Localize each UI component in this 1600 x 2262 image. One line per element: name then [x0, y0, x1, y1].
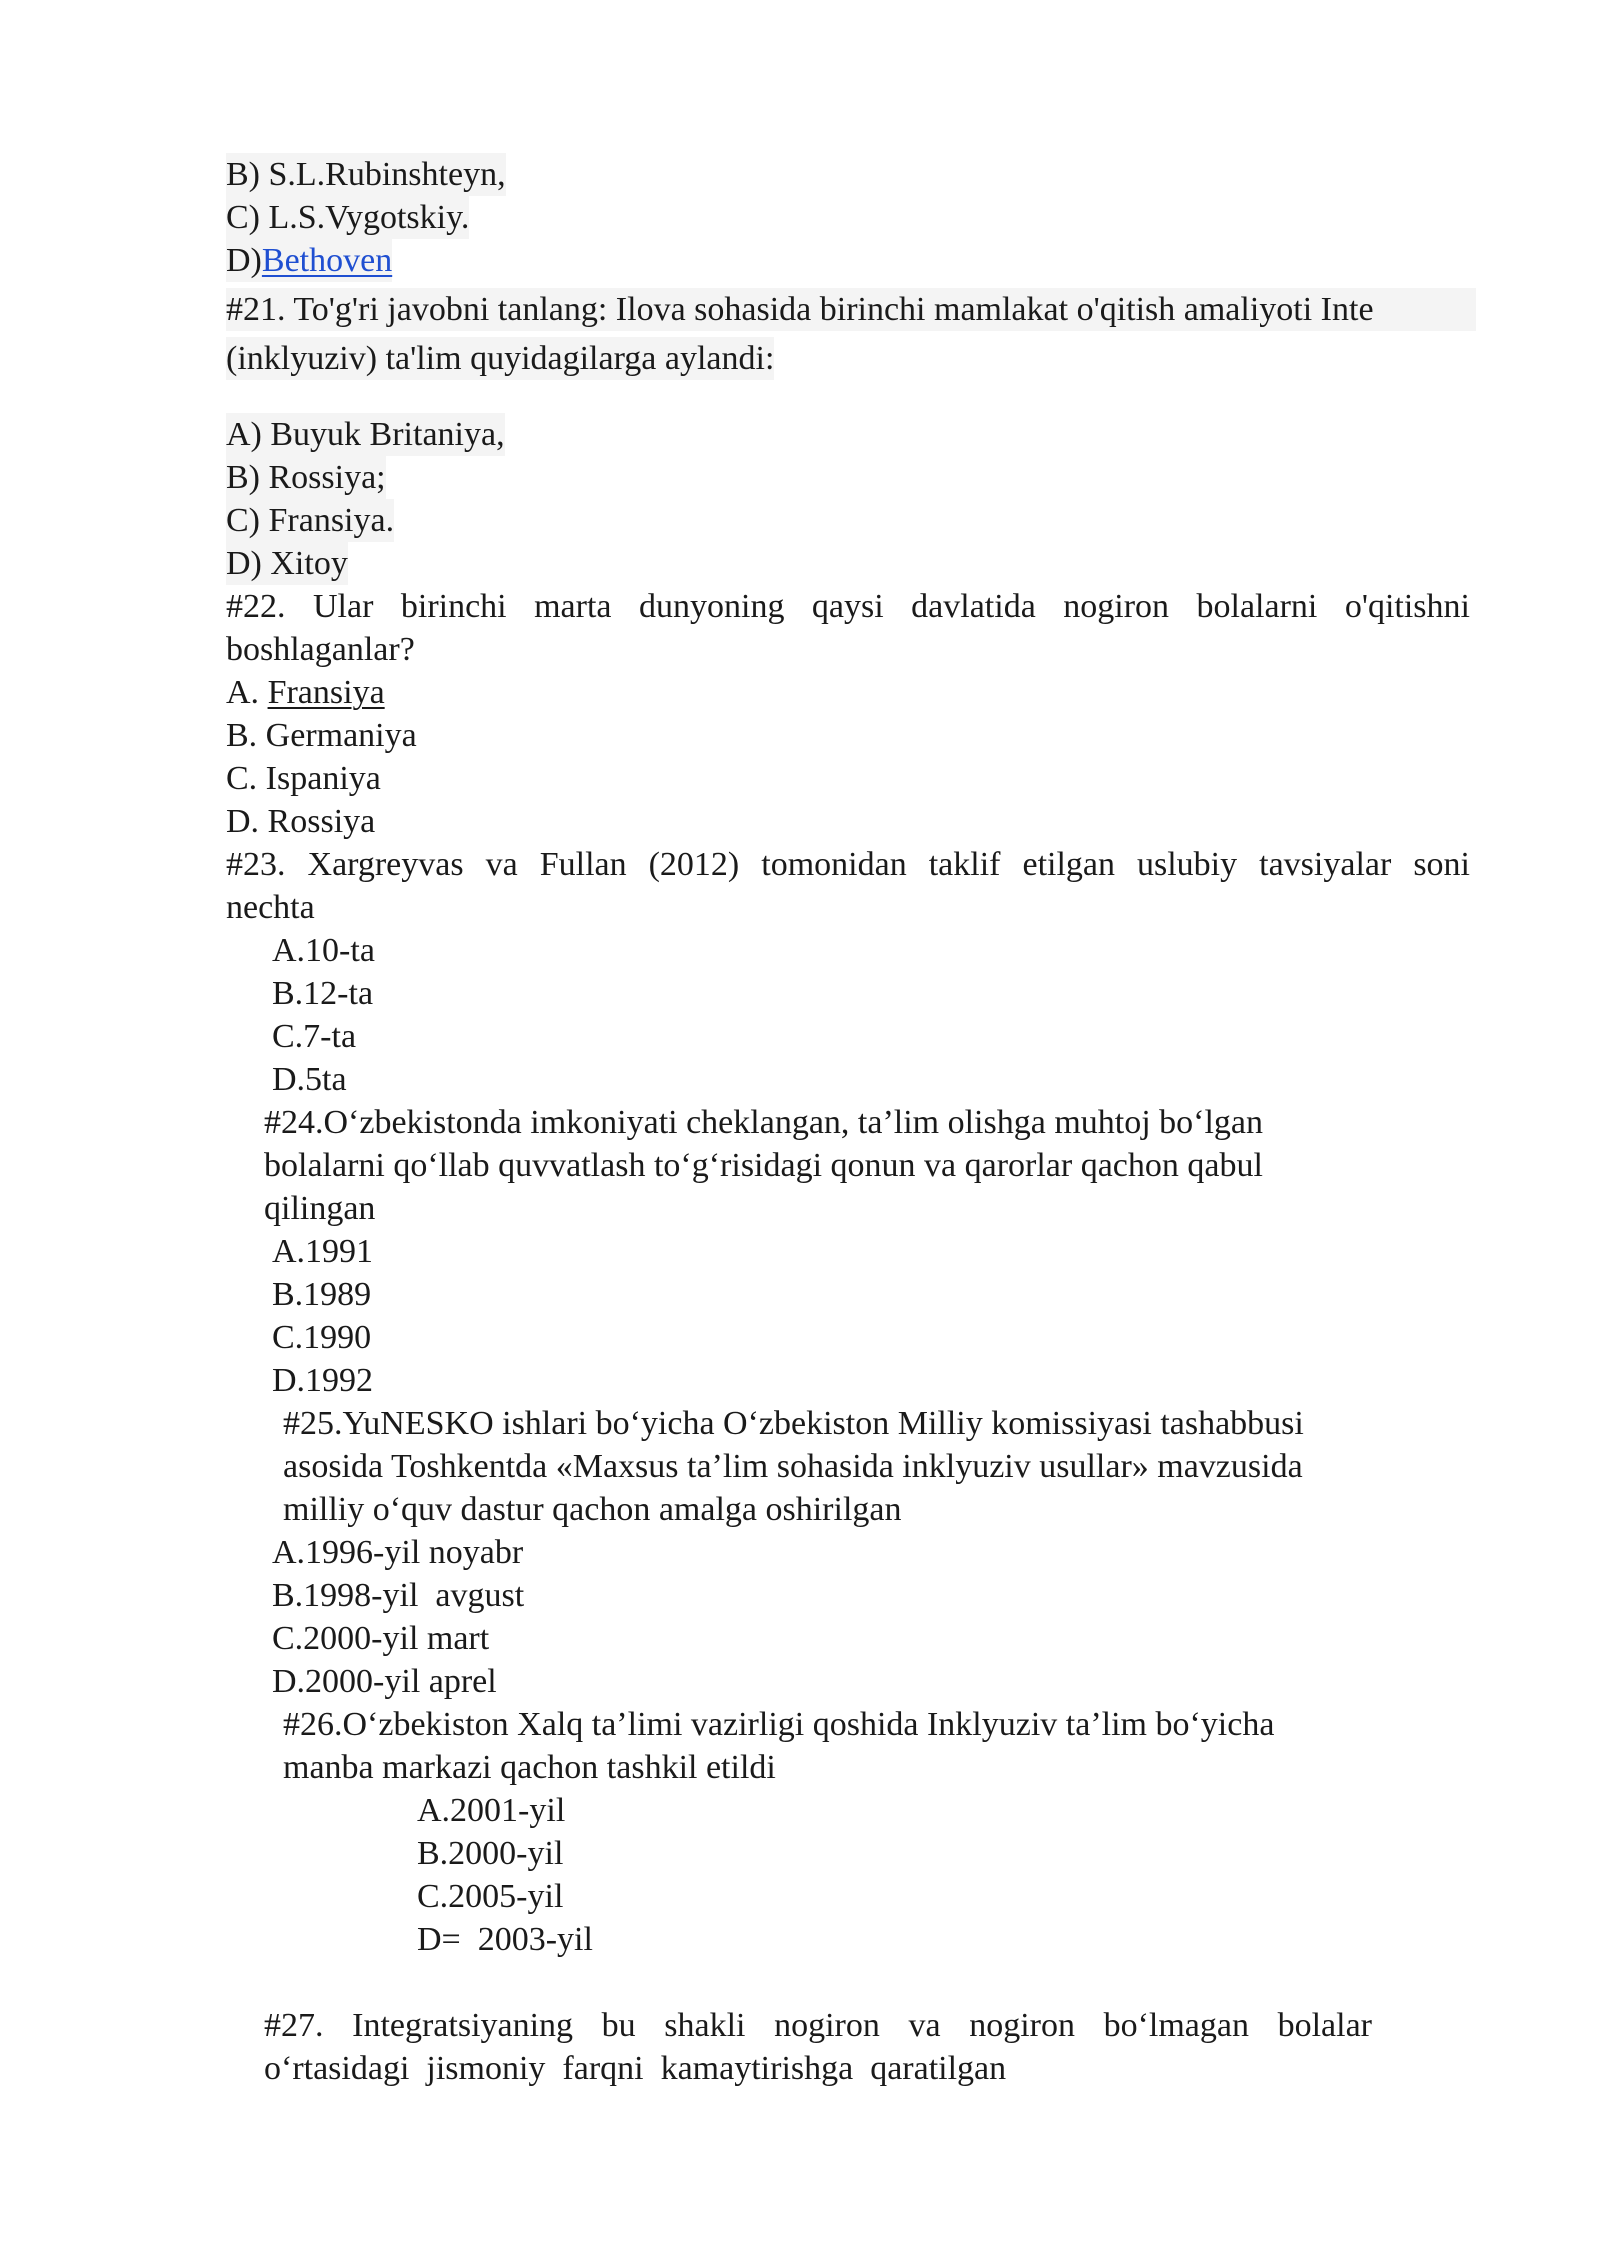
q25-option-c: C.2000-yil mart: [272, 1620, 490, 1657]
q23-option-c: C.7-ta: [272, 1018, 357, 1055]
q26-option-b: B.2000-yil: [417, 1835, 564, 1872]
q22-option-a-answer: Fransiya: [267, 674, 385, 711]
q25-option-b: B.1998-yil avgust: [272, 1577, 525, 1614]
q22-question-line1: #22. Ular birinchi marta dunyoning qaysi davlatida nogiron bolalarni o'qitishni: [226, 588, 1470, 625]
q20-option-d: [226, 239, 392, 282]
bethoven-link[interactable]: Bethoven: [261, 242, 393, 279]
q24-question-line3: qilingan: [264, 1190, 376, 1227]
q22-question-line2: boshlaganlar?: [226, 631, 415, 668]
q20-option-d-prefix: D): [226, 242, 262, 279]
q24-question-line1: #24.O‘zbekistonda imkoniyati cheklangan, ta’lim olishga muhtoj bo‘lgan: [264, 1104, 1264, 1141]
q24-option-c: C.1990: [272, 1319, 372, 1356]
q22-option-a: [226, 671, 385, 714]
q24-option-a: A.1991: [272, 1233, 374, 1270]
q21-question-line2: (inklyuziv) ta'lim quyidagilarga aylandi:: [226, 337, 774, 380]
q22-option-d: D. Rossiya: [226, 803, 376, 840]
q20-option-c: C) L.S.Vygotskiy.: [226, 196, 469, 239]
q26-question-line1: #26.O‘zbekiston Xalq ta’limi vazirligi qoshida Inklyuziv ta’lim bo‘yicha: [283, 1706, 1275, 1743]
q21-option-b: B) Rossiya;: [226, 456, 386, 499]
q23-option-a: A.10-ta: [272, 932, 375, 969]
q27-question-line1: #27. Integratsiyaning bu shakli nogiron va nogiron bo‘lmagan bolalar: [264, 2007, 1372, 2044]
q21-question-line1: #21. To'g'ri javobni tanlang: Ilova sohasida birinchi mamlakat o'qitish amaliyoti Inte: [226, 288, 1476, 331]
q23-question-line2: nechta: [226, 889, 315, 926]
q23-option-b: B.12-ta: [272, 975, 374, 1012]
q26-question-line2: manba markazi qachon tashkil etildi: [283, 1749, 776, 1786]
q26-option-c: C.2005-yil: [417, 1878, 564, 1915]
q24-option-b: B.1989: [272, 1276, 372, 1313]
q24-question-line2: bolalarni qo‘llab quvvatlash to‘g‘risidagi qonun va qarorlar qachon qabul: [264, 1147, 1263, 1184]
q25-option-d: D.2000-yil aprel: [272, 1663, 497, 1700]
q25-option-a: A.1996-yil noyabr: [272, 1534, 524, 1571]
q25-question-line1: #25.YuNESKO ishlari bo‘yicha O‘zbekiston Milliy komissiyasi tashabbusi: [283, 1405, 1304, 1442]
q26-option-a: A.2001-yil: [417, 1792, 566, 1829]
q21-option-a: A) Buyuk Britaniya,: [226, 413, 505, 456]
q27-question-line2: o‘rtasidagi jismoniy farqni kamaytirishga qaratilgan: [264, 2050, 1007, 2087]
q22-option-c: C. Ispaniya: [226, 760, 381, 797]
q23-question-line1: #23. Xargreyvas va Fullan (2012) tomonidan taklif etilgan uslubiy tavsiyalar soni: [226, 846, 1470, 883]
q21-option-d: D) Xitoy: [226, 542, 348, 585]
q21-option-c: C) Fransiya.: [226, 499, 394, 542]
q23-option-d: D.5ta: [272, 1061, 347, 1098]
q20-option-b: B) S.L.Rubinshteyn,: [226, 153, 506, 196]
q25-question-line3: milliy o‘quv dastur qachon amalga oshirilgan: [283, 1491, 902, 1528]
q24-option-d: D.1992: [272, 1362, 374, 1399]
q22-option-a-prefix: A.: [226, 674, 268, 711]
q26-option-d: D= 2003-yil: [417, 1921, 593, 1958]
q22-option-b: B. Germaniya: [226, 717, 417, 754]
q25-question-line2: asosida Toshkentda «Maxsus ta’lim sohasida inklyuziv usullar» mavzusida: [283, 1448, 1303, 1485]
